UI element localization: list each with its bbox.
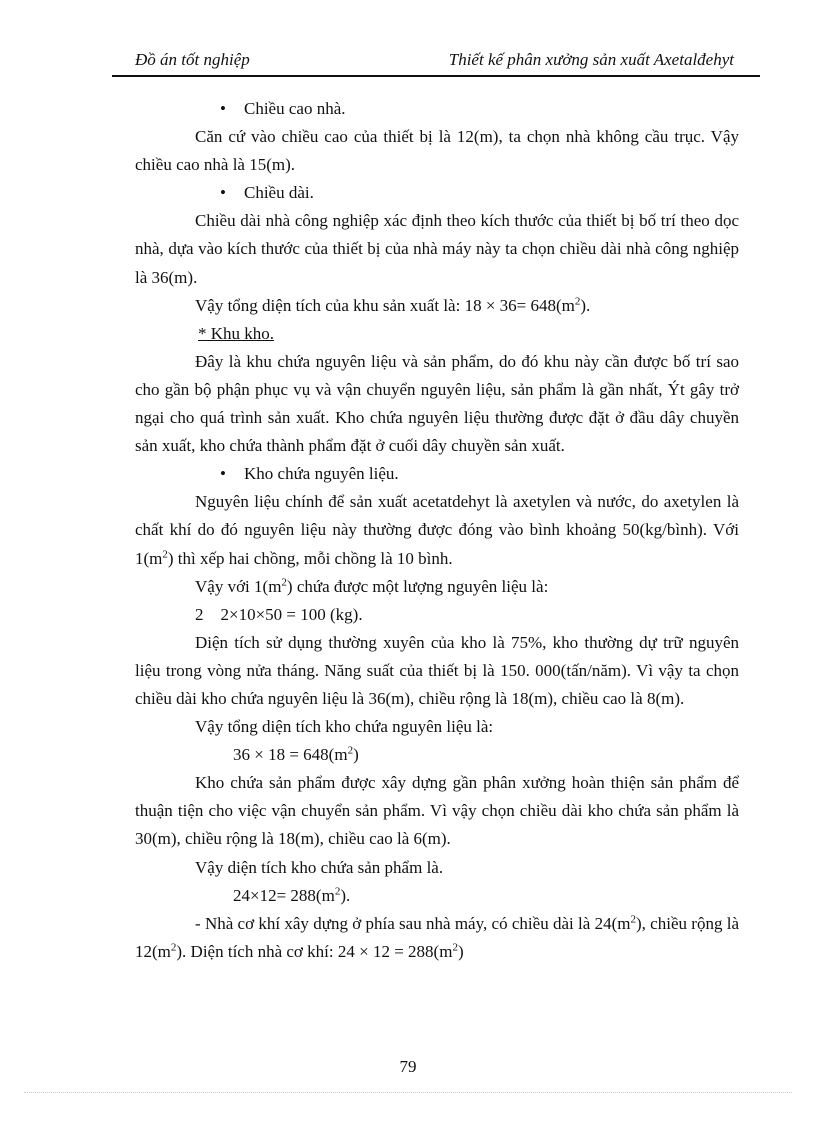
paragraph: Đây là khu chứa nguyên liệu và sản phẩm, do đó khu này cần được bố trí sao cho gần bộ phận phục vụ và vận chuyển nguyên liệu, sản phẩm là gần nhất, Ýt gây trở ngại cho quá trình sản xuất. Kho chứa nguyên liệu thường được đặt ở đầu dây chuyền sản xuất, kho chứa thành phẩm đặt ở cuối dây chuyền sản xuất. (135, 351, 739, 456)
page-body (135, 95, 739, 966)
bullet-item: • Chiều dài. (135, 179, 739, 207)
paragraph: Vậy tổng diện tích của khu sản xuất là: $18 \times 36= 648(m^2)$. (195, 295, 591, 315)
paragraph: Diện tích sử dụng thường xuyên của kho là 75%, kho thường dự trữ nguyên liệu trong vòng nửa tháng. Năng suất của thiết bị là 150. 000(tấn/năm). Vì vậy ta chọn chiều dài kho chứa nguyên liệu là 36(m), chiều rộng là 18(m), chiều cao là 8(m). (135, 632, 739, 708)
section-heading: * Khu kho. (198, 323, 275, 343)
paragraph: Vậy tổng diện tích kho chứa nguyên liệu là: (195, 717, 494, 737)
paragraph: Căn cứ vào chiều cao của thiết bị là 12(m), ta chọn nhà không cầu trục. Vậy chiều cao nhà là 15(m). (135, 127, 739, 175)
paragraph: Vậy diện tích kho chứa sản phẩm là. (195, 857, 444, 877)
page-header (135, 50, 734, 72)
equation: 2 2×10×50 = 100 (kg). (195, 604, 363, 624)
paragraph: - Nhà cơ khí xây dựng ở phía sau nhà máy, có chiều dài là $24(m^2)$, chiều rộng là $12(m^2)$. Diện tích nhà cơ khí: $24 \times 12 = 288(m^2)$ (135, 913, 740, 961)
paragraph: Chiều dài nhà công nghiệp xác định theo kích thước của thiết bị bố trí theo dọc nhà, dựa vào kích thước của thiết bị của nhà máy này ta chọn chiều dài nhà công nghiệp là 36(m). (135, 211, 739, 287)
equation: $36 \times 18 = 648(m^2)$ (233, 744, 359, 765)
bullet-item: • Kho chứa nguyên liệu. (135, 460, 739, 488)
header-rule (112, 75, 760, 77)
bullet-item: • Chiều cao nhà. (135, 95, 739, 123)
header-right-title: Thiết kế phân xưởng sản xuất Axetalđehyt (448, 50, 734, 69)
page-number: 79 (399, 1057, 417, 1076)
paragraph: Kho chứa sản phẩm được xây dựng gần phân xưởng hoàn thiện sản phẩm để thuận tiện cho việc vận chuyển sản phẩm. Vì vậy chọn chiều dài kho chứa sản phẩm là 30(m), chiều rộng là 18(m), chiều cao là 6(m). (135, 773, 739, 849)
paragraph: Vậy với $1(m^2)$ chứa được một lượng nguyên liệu là: (195, 575, 549, 596)
header-left-title: Đồ án tốt nghiệp (135, 50, 250, 69)
paragraph: Nguyên liệu chính để sản xuất acetatdehyt là axetylen và nước, do axetylen là chất khí do đó nguyên liệu này thường được đóng vào bình khoảng 50(kg/bình). Với $1(m^2)$ thì xếp hai chồng, mỗi chồng là 10 bình. (135, 492, 739, 568)
equation: $24\times 12= 288(m^2)$. (233, 884, 351, 905)
footer-dotted-line (24, 1092, 792, 1093)
